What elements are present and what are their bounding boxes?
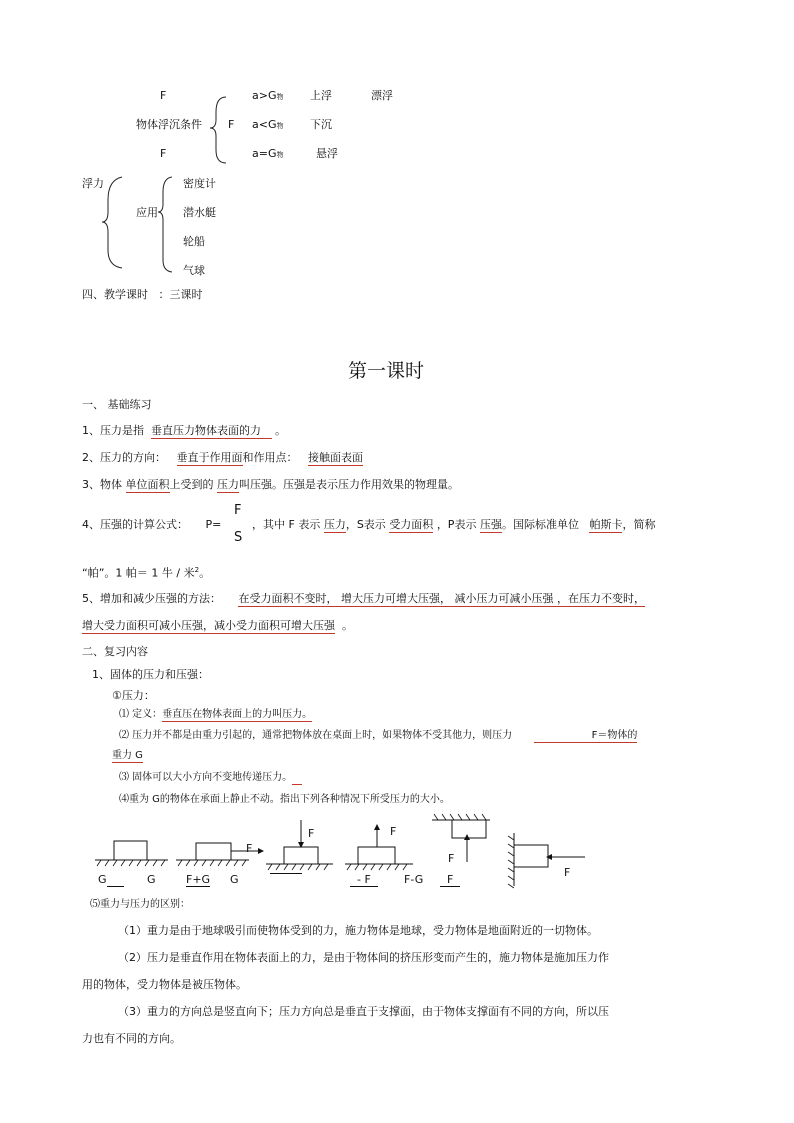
item-4: ⑷重为 G的物体在承面上静止不动。指出下列各种情况下所受压力的大小。 <box>119 794 450 805</box>
item-2: ⑵ 压力并不都是由重力引起的，通常把物体放在桌面上时，如果物体不受其他力，则压力 F＝物体的 <box>119 730 638 741</box>
question-1: 1、压力是指 垂直压力物体表面的力 。 <box>82 424 286 437</box>
lesson-title: 第一课时 <box>348 360 425 382</box>
item-5: ⑸重力与压力的区别： <box>90 899 190 910</box>
cond2: a<G物 <box>252 118 284 131</box>
force-label: F <box>564 866 571 879</box>
question-5-cont: 增大受力面积可减小压强，减小受力面积可增大压强 。 <box>82 619 353 632</box>
outline-f3: F <box>160 147 167 160</box>
formula-denominator: S <box>234 530 243 545</box>
paragraph-1: （1）重力是由于地球吸引而使物体受到的力，施力物体是地球，受力物体是地面附近的一切物体。 <box>118 924 598 937</box>
cond1-sub: 物 <box>276 93 284 101</box>
paragraph-2: （2）压力是垂直作用在物体表面上的力，是由于物体间的挤压形变而产生的，施力物体是施加压力作 <box>118 951 609 964</box>
outline-f1: F <box>160 89 167 102</box>
force-label: F <box>390 825 397 838</box>
question-2: 2、压力的方向： 垂直于作用面和作用点： 接触面表面 <box>82 451 363 464</box>
answer-label: F-G <box>404 873 424 886</box>
review-sub1: 1、固体的压力和压强： <box>92 668 209 681</box>
review-heading: 二、复习内容 <box>82 645 148 658</box>
app-item: 潜水艇 <box>183 206 216 219</box>
force-label: F <box>308 827 315 840</box>
paragraph-3: （3）重力的方向总是竖直向下；压力方向总是垂直于支撑面，由于物体支撑面有不同的方向，所以压 <box>118 1005 609 1018</box>
teaching-hours: 四、教学课时 ：三课时 <box>82 288 203 301</box>
outline-heading: 物体浮沉条件 <box>136 118 202 131</box>
answer-label: G <box>147 873 156 886</box>
answer-label: F+G <box>186 873 211 886</box>
app-item: 轮船 <box>183 235 205 248</box>
force-label: F <box>448 852 455 865</box>
basic-heading: 一、 基础练习 <box>82 398 152 411</box>
paragraph-2-cont: 用的物体，受力物体是被压物体。 <box>82 978 247 991</box>
formula-numerator: F <box>234 503 242 518</box>
app-item: 密度计 <box>183 177 216 190</box>
item-3: ⑶ 固体可以大小方向不变地传递压力。 <box>119 772 302 784</box>
result-float-up: 上浮 <box>310 89 332 102</box>
result-sink: 下沉 <box>310 118 332 131</box>
outline-apply: 应用 <box>136 206 158 219</box>
cond1: a>G物 <box>252 89 284 102</box>
question-4-unit: “帕”。1 帕＝ 1 牛 / 米$^2$。 <box>82 566 211 580</box>
review-pressure: ①压力： <box>112 689 155 702</box>
question-5: 5、增加和减少压强的方法： 在受力面积不变时， 增大压力可增大压强， 减小压力可减小压强 ，在压力不变时， <box>82 592 645 605</box>
answer-label: G <box>230 873 239 886</box>
app-item: 气球 <box>183 264 205 277</box>
cond3: a=G物 <box>252 147 284 160</box>
outline-root: 浮力 <box>82 177 104 190</box>
paragraph-3-cont: 力也有不同的方向。 <box>82 1032 181 1045</box>
answer-label: G <box>98 873 124 886</box>
result-floating: 漂浮 <box>371 89 393 102</box>
item-2-cont: 重力 G <box>112 750 143 761</box>
answer-1: 垂直压力物体表面的力 <box>151 424 261 437</box>
outline-f2: F <box>228 118 235 131</box>
answer-label: F <box>440 873 460 887</box>
answer-blank <box>270 873 302 874</box>
question-4: 4、压强的计算公式： P= <box>82 518 222 531</box>
result-suspend: 悬浮 <box>316 147 338 160</box>
question-3: 3、物体 单位面积上受到的 压力叫压强。压强是表示压力作用效果的物理量。 <box>82 478 459 491</box>
question-4-cont: ，其中 F 表示 压力，S表示 受力面积 ，P表示 压强。国际标准单位 帕斯卡，简称 <box>252 518 656 531</box>
force-label: F <box>246 842 253 855</box>
answer-label: - F <box>350 873 378 887</box>
item-1: ⑴ 定义：垂直压在物体表面上的力叫压力。 <box>119 709 313 720</box>
